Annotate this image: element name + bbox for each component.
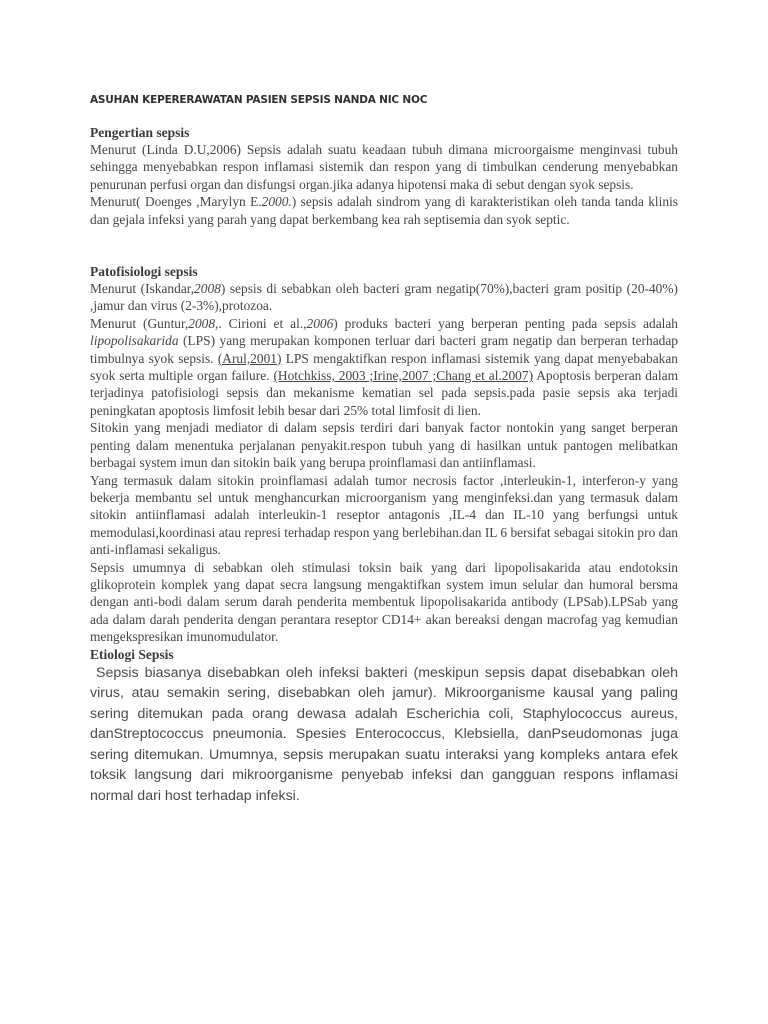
patofisiologi-paragraph-1	[90, 280, 678, 315]
pato-p2-text-a: Menurut (Guntur,	[90, 315, 189, 331]
pengertian-paragraph-2	[90, 193, 678, 228]
patofisiologi-paragraph-3: Sitokin yang menjadi mediator di dalam sepsis terdiri dari banyak factor nontokin yang sanget berperan penting dalam menentuka perjalanan penyakit.respon tubuh yang di hasilkan untuk pantogen melibatkan berbagai system imun dan sitokin baik yang berupa proinflamasi dan antiinflamasi.	[90, 420, 678, 471]
pengertian-p2-year: 2000.	[261, 194, 292, 210]
patofisiologi-paragraph-5: Sepsis umumnya di sebabkan oleh stimulasi toksin baik yang dari lipopolisakarida atau endotoksin glikoprotein komplek yang dapat secra langsung mengaktifkan system imun selular dan humoral bersma dengan anti-bodi dalam serum darah penderita membentuk lipopolisakarida antibody (LPSab).LPSab yang ada dalam darah penderita dengan perantara reseptor CD14+ akan bereaksi dengan macrofag yag kemudian mengekspresikan imunomudulator.	[90, 559, 678, 645]
patofisiologi-paragraph-2	[90, 315, 678, 419]
pato-p2-year-2: 2006	[306, 315, 334, 331]
pato-p2-text-c: . Cirioni et al.,	[218, 315, 307, 331]
etiologi-p1-text: Sepsis biasanya disebabkan oleh infeksi bakteri (meskipun sepsis dapat disebabkan oleh virus, atau semakin sering, disebabkan oleh jamur). Mikroorganisme kausal yang paling sering ditemukan pada orang dewasa adalah Escherichia coli, Staphylococcus aureus, danStreptococcus pneumonia. Spesies Enterococcus, Klebsiella, danPseudomonas juga sering ditemukan. Umumnya, sepsis merupakan suatu interaksi yang kompleks antara efek toksik langsung dari mikroorganisme penyebab infeksi dan gangguan respons inflamasi normal dari host terhadap infeksi.	[90, 664, 678, 804]
pato-p2-term-lps: lipopolisakarida	[90, 333, 179, 349]
pato-p1-year: 2008	[194, 281, 221, 297]
patofisiologi-paragraph-4: Yang termasuk dalam sitokin proinflamasi adalah tumor necrosis factor ,interleukin-1, interferon-y yang bekerja membantu sel untuk menghancurkan microorganism yang menginfeksi.dan yang termasuk dalam sitokin antiinflamasi adalah interleukin-1 reseptor antagonis ,IL-4 dan IL-10 yang berfungsi untuk memodulasi,koordinasi atau represi terhadap respon yang berlebihan.dan IL 6 bersifat sebagai sitokin pro dan anti-inflamasi sekaligus.	[90, 472, 678, 558]
etiologi-paragraph-1	[90, 663, 678, 807]
pato-p2-text-k: Apoptosis berperan dalam terjadinya patofisiologi sepsis dan mekanisme kematian sel pada sepsis.pada pasie sepsis aka terjadi peningkatan apoptosis limfosit lebih besar dari 25% total limfosit di lien.	[90, 368, 678, 418]
pato-p2-year-1: 2008,	[188, 315, 219, 331]
pengertian-p2-text-c: ) sepsis adalah sindrom yang di karakteristikan oleh tanda tanda klinis dan gejala infeksi yang parah yang dapat berkembang kea rah septisemia dan syok septic.	[90, 194, 678, 227]
pato-p2-text-g: (LPS) yang merupakan komponen terluar dari bacteri gram negatip dan berperan terhadap timbulnya syok sepsis.	[90, 333, 678, 366]
document-page	[90, 94, 678, 806]
pato-p1-text-c: ) sepsis di sebabkan oleh bacteri gram negatip(70%),bacteri gram positip (20-40%) ,jamur dan virus (2-3%),protozoa.	[90, 281, 678, 314]
citation-arul-link[interactable]: (Arul,2001)	[217, 350, 282, 366]
pato-p2-text-e: ) produks bacteri yang berperan penting pada sepsis adalah	[333, 315, 679, 331]
citation-hotchkiss-link[interactable]: (Hotchkiss, 2003 ;Irine,2007 ;Chang et al.2007)	[273, 368, 534, 384]
pato-p2-text-i: LPS mengaktifkan respon inflamasi sistemik yang dapat menyebabakan syok serta multiple organ failure.	[90, 350, 678, 384]
heading-patofisiologi: Patofisiologi sepsis	[90, 264, 198, 280]
pengertian-p2-text-a: Menurut( Doenges ,Marylyn E.	[90, 194, 262, 210]
pato-p1-text-a: Menurut (Iskandar,	[90, 281, 195, 297]
document-title: ASUHAN KEPERERAWATAN PASIEN SEPSIS NANDA NIC NOC	[90, 94, 428, 106]
heading-pengertian: Pengertian sepsis	[90, 125, 190, 140]
heading-etiologi: Etiologi Sepsis	[90, 646, 174, 662]
pengertian-paragraph-1: Menurut (Linda D.U,2006) Sepsis adalah suatu keadaan tubuh dimana microorgaisme menginvasi tubuh sehingga menyebabkan respon inflamasi sistemik dan respon yang di timbulkan cenderung menyebabkan penurunan perfusi organ dan disfungsi organ.jika adanya hipotensi maka di sebut dengan syok sepsis.	[90, 142, 678, 192]
